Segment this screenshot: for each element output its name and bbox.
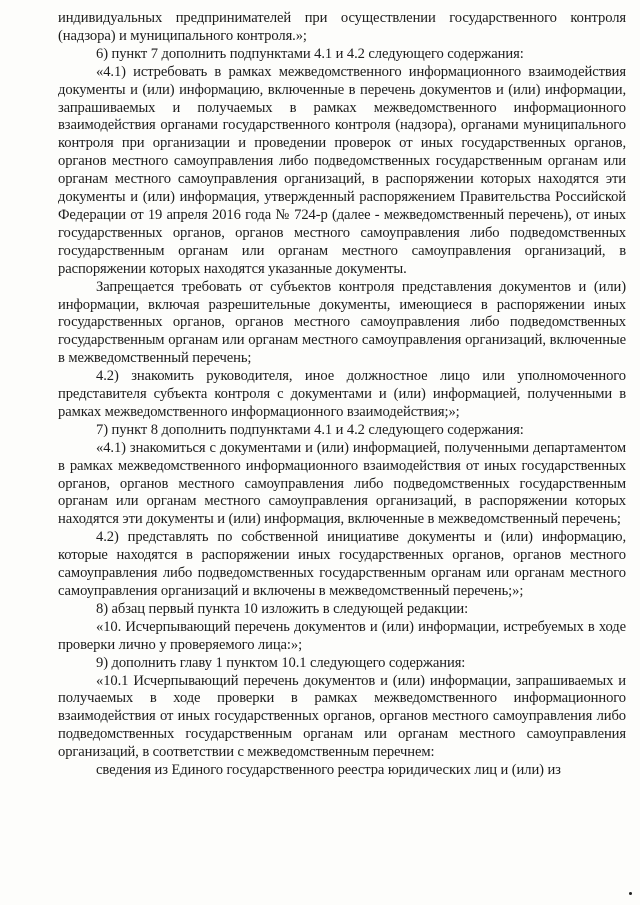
paragraph-item-7: 7) пункт 8 дополнить подпунктами 4.1 и 4.2 следующего содержания: [96, 421, 524, 438]
paragraph-continuation: индивидуальных предпринимателей при осуществлении государственного контроля (надзора) и муниципального контроля.»; [58, 10, 626, 44]
paragraph-subitem-4-1: «4.1) истребовать в рамках межведомственного информационного взаимодействия документы и (или) информацию, включенные в перечень документов и (или) информации, запрашиваемых и получаемых в рамках межведомственного информационного взаимодействия органами государственного контроля (надзора), органами муниципального контроля при организации и проведении проверок от иных государственных органов, органов местного самоуправления либо подведомственных государственным органам или органам местного самоуправления организаций, в распоряжении которых находятся эти документы и (или) информация, утвержденный распоряжением Правительства Российской Федерации от 19 апреля 2016 года № 724-р (далее - межведомственный перечень), от иных государственных органов, органов местного самоуправления либо подведомственных государственным органам или органам местного самоуправления организаций, в распоряжении которых находятся указанные документы. [58, 63, 626, 277]
paragraph-prohibition: Запрещается требовать от субъектов контроля представления документов и (или) информации, включая разрешительные документы, имеющиеся в распоряжении иных государственных органов, органов местного самоуправления либо подведомственных государственным органам или органам местного самоуправления организаций, включенные в межведомственный перечень; [58, 278, 626, 367]
paragraph-item-10-1: «10.1 Исчерпывающий перечень документов и (или) информации, запрашиваемых и получаемых в ходе проверки в рамках межведомственного информационного взаимодействия от иных государственных органов, органов местного самоуправления либо подведомственных государственным органам или органам местного самоуправления организаций, в соответствии с межведомственным перечнем: [58, 672, 626, 761]
paragraph-subitem-4-1-b: «4.1) знакомиться с документами и (или) информацией, полученными департаментом в рамках межведомственного информационного взаимодействия от иных государственных органов, органов местного самоуправления либо подведомственных государственным органам или органам местного самоуправления организаций, в распоряжении которых находятся эти документы и (или) информация, включенные в межведомственный перечень; [58, 439, 626, 528]
paragraph-subitem-4-2-b: 4.2) представлять по собственной инициативе документы и (или) информацию, которые находятся в распоряжении иных государственных органов, органов местного самоуправления либо подведомственных государственным органам или органам местного самоуправления организаций и включены в межведомственный перечень;»; [58, 529, 626, 599]
paragraph-subitem-4-2: 4.2) знакомить руководителя, иное должностное лицо или уполномоченного представителя субъекта контроля с документами и (или) информацией, полученными в рамках межведомственного информационного взаимодействия;»; [58, 368, 626, 420]
scan-speck [629, 892, 632, 895]
document-body [58, 10, 626, 780]
paragraph-last-line: сведения из Единого государственного реестра юридических лиц и (или) из [96, 762, 561, 779]
paragraph-item-9: 9) дополнить главу 1 пунктом 10.1 следующего содержания: [96, 654, 466, 671]
paragraph-item-6: 6) пункт 7 дополнить подпунктами 4.1 и 4.2 следующего содержания: [96, 45, 524, 62]
paragraph-item-8: 8) абзац первый пункта 10 изложить в следующей редакции: [96, 600, 469, 617]
paragraph-item-10: «10. Исчерпывающий перечень документов и (или) информации, истребуемых в ходе проверки лично у проверяемого лица:»; [58, 618, 626, 653]
